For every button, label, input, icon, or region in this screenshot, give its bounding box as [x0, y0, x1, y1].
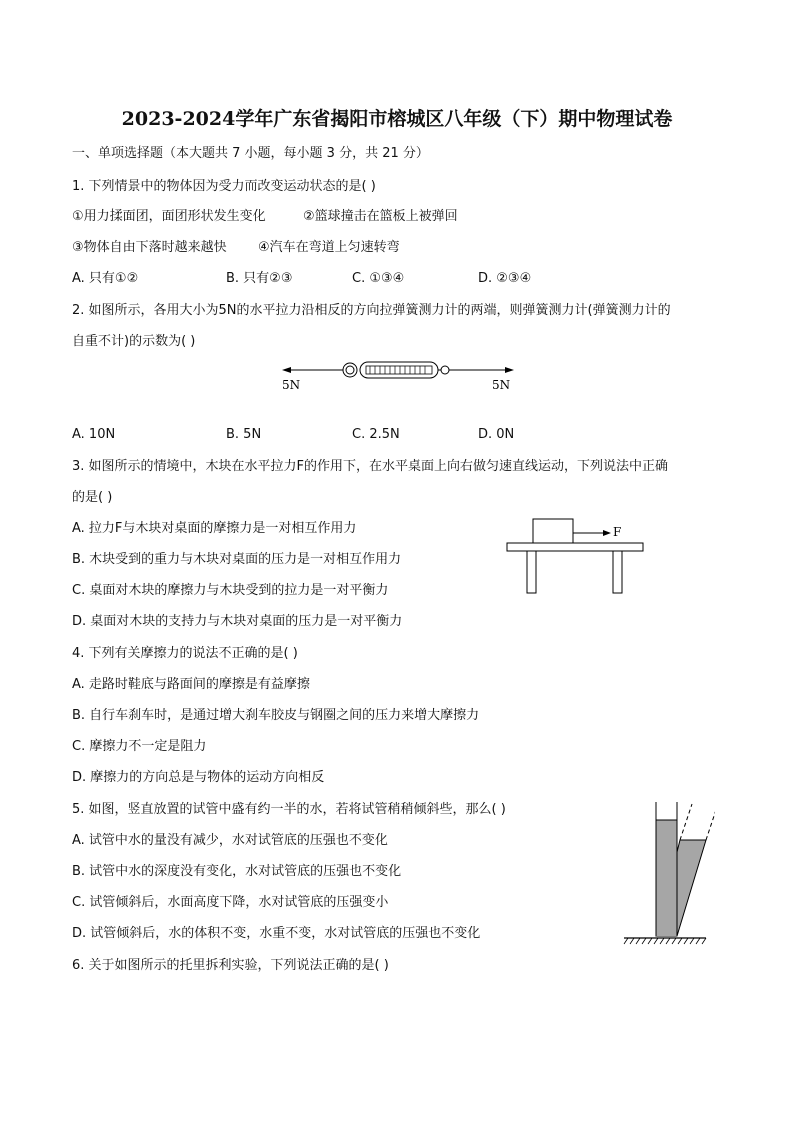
q1-option-a[interactable]: A. 只有①②	[72, 271, 139, 286]
q3-option-b[interactable]: B. 木块受到的重力与木块对桌面的压力是一对相互作用力	[72, 552, 402, 567]
q5-option-c[interactable]: C. 试管倾斜后，水面高度下降，水对试管底的压强变小	[72, 895, 389, 910]
q3-option-a[interactable]: A. 拉力F与木块对桌面的摩擦力是一对相互作用力	[72, 521, 357, 536]
q1-statement-4: ④汽车在弯道上匀速转弯	[258, 240, 400, 255]
q5-option-b[interactable]: B. 试管中水的深度没有变化，水对试管底的压强也不变化	[72, 864, 402, 879]
q1-statement-2: ②篮球撞击在篮板上被弹回	[303, 209, 458, 224]
q1-option-d[interactable]: D. ②③④	[478, 271, 532, 286]
q1-statement-1: ①用力揉面团，面团形状发生变化	[72, 209, 266, 224]
q3-option-c[interactable]: C. 桌面对木块的摩擦力与木块受到的拉力是一对平衡力	[72, 583, 389, 598]
left-force-label: 5N	[282, 378, 301, 392]
q2-option-c[interactable]: C. 2.5N	[352, 427, 400, 442]
section-heading: 一、单项选择题（本大题共 7 小题，每小题 3 分，共 21 分）	[72, 146, 429, 161]
q4-option-a[interactable]: A. 走路时鞋底与路面间的摩擦是有益摩擦	[72, 677, 310, 692]
q3-option-d[interactable]: D. 桌面对木块的支持力与木块对桌面的压力是一对平衡力	[72, 614, 403, 629]
q2-option-d[interactable]: D. 0N	[478, 427, 515, 442]
q1-statement-3: ③物体自由下落时越来越快	[72, 240, 227, 255]
q5-option-a[interactable]: A. 试管中水的量没有减少，水对试管底的压强也不变化	[72, 833, 388, 848]
q3-stem-line2: 的是( )	[72, 490, 113, 505]
q2-option-a[interactable]: A. 10N	[72, 427, 116, 442]
page-title: 2023-2024学年广东省揭阳市榕城区八年级（下）期中物理试卷	[121, 108, 673, 130]
q4-option-d[interactable]: D. 摩擦力的方向总是与物体的运动方向相反	[72, 770, 325, 785]
q1-option-b[interactable]: B. 只有②③	[226, 271, 293, 286]
force-f-label: F	[613, 525, 622, 539]
table-block-diagram	[503, 515, 648, 597]
q3-stem-line1: 3. 如图所示的情境中，木块在水平拉力F的作用下，在水平桌面上向右做匀速直线运动，下列说法中正确	[72, 459, 669, 474]
q2-stem-line1: 2. 如图所示，各用大小为5N的水平拉力沿相反的方向拉弹簧测力计的两端，则弹簧测力计(弹簧测力计的	[72, 303, 671, 318]
q1-stem: 1. 下列情景中的物体因为受力而改变运动状态的是( )	[72, 179, 376, 194]
q6-stem: 6. 关于如图所示的托里拆利实验，下列说法正确的是( )	[72, 958, 389, 973]
q1-option-c[interactable]: C. ①③④	[352, 271, 405, 286]
q5-stem: 5. 如图，竖直放置的试管中盛有约一半的水，若将试管稍稍倾斜些，那么( )	[72, 802, 506, 817]
right-force-label: 5N	[492, 378, 511, 392]
test-tube-diagram	[620, 800, 715, 950]
q5-option-d[interactable]: D. 试管倾斜后，水的体积不变，水重不变，水对试管底的压强也不变化	[72, 926, 481, 941]
q4-option-c[interactable]: C. 摩擦力不一定是阻力	[72, 739, 207, 754]
spring-scale-diagram	[278, 355, 518, 395]
q4-option-b[interactable]: B. 自行车刹车时，是通过增大刹车胶皮与钢圈之间的压力来增大摩擦力	[72, 708, 480, 723]
q2-stem-line2: 自重不计)的示数为( )	[72, 334, 196, 349]
q2-option-b[interactable]: B. 5N	[226, 427, 262, 442]
q4-stem: 4. 下列有关摩擦力的说法不正确的是( )	[72, 646, 298, 661]
